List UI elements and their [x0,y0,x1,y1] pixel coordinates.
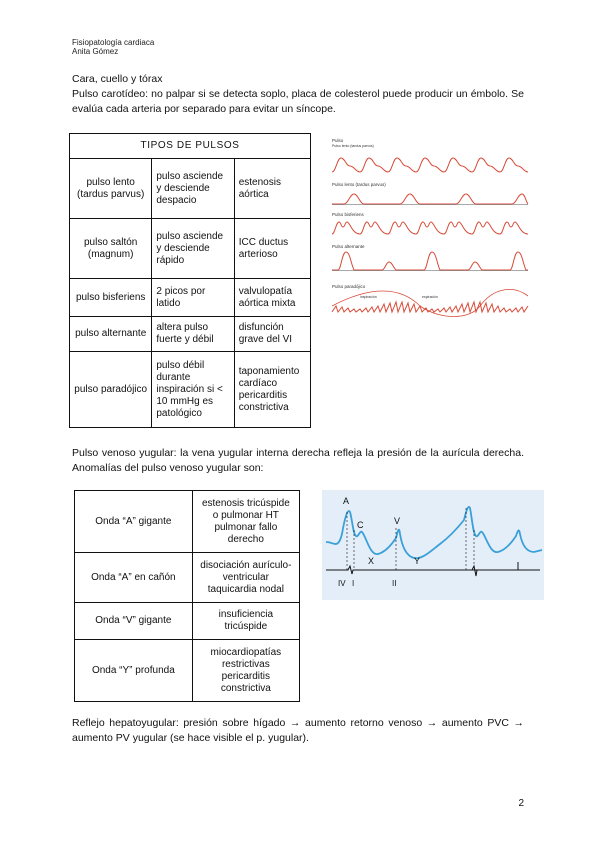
wave-label-v: V [394,516,401,526]
table-row [75,640,300,702]
pulse-type-cell: pulso alternante [70,317,152,352]
pulse-type-cell: pulso bisferiens [70,279,152,317]
hepatojugular-reflex-text: Reflejo hepatoyugular: presión sobre hígado → aumento retorno venoso → aumento PVC → aumento PV yugular (se hace visible el p. yugular). [72,717,524,744]
venous-wave-cell: Onda “A” gigante [75,491,193,553]
figure-background [322,490,544,600]
waveform-label: Pulso bisferiens [332,212,364,217]
pulse-cause-cell: taponamiento cardíaco pericarditis constrictiva [234,352,310,428]
heart-sound-label-iv: IV [338,579,346,588]
pulse-description-cell: pulso asciende y desciende rápido [152,219,234,279]
document-subject: Fisiopatología cardiaca [72,38,155,47]
waveform-label: Pulso alternante [332,244,365,249]
table-row [70,219,311,279]
pulse-cause-cell: estenosis aórtica [234,159,310,219]
table-row [70,317,311,352]
venous-cause-cell: insuficiencia tricúspide [192,603,299,640]
waveform-label: Pulso lento (tardus parvus) [332,182,386,187]
table-row [70,159,311,219]
bisferiens-pulse-wave [332,222,528,234]
waveform-label: Pulso [332,138,344,143]
page-number: 2 [518,798,524,809]
pulse-description-cell: pulso débil durante inspiración si < 10 mmHg es patológico [152,352,234,428]
heart-sound-label-ii: II [392,579,397,588]
venous-anomalies-table [74,490,300,702]
intro-section [72,72,524,117]
alternating-pulse-wave [332,252,528,270]
document-author: Anita Gómez [72,47,119,56]
venous-wave-cell: Onda “A” en cañón [75,553,193,603]
pulse-cause-cell: valvulopatía aórtica mixta [234,279,310,317]
wave-label-c: C [357,520,364,530]
pulse-table-title: TIPOS DE PULSOS [70,134,311,159]
venous-wave-cell: Onda “Y” profunda [75,640,193,702]
wave-label-y: Y [414,556,421,566]
pulse-type-cell: pulso saltón (magnum) [70,219,152,279]
venous-wave-cell: Onda “V” gigante [75,603,193,640]
pulse-description-cell: pulso asciende y desciende despacio [152,159,234,219]
carotid-pulse-text: Pulso carotídeo: no palpar si se detecta soplo, placa de colesterol puede producir un émbolo. Se evalúa cada arteria por separado para evitar un síncope. [72,88,524,115]
pulse-description-cell: 2 picos por latido [152,279,234,317]
table-row [75,603,300,640]
venous-cause-cell: disociación aurículo-ventricular taquicardia nodal [192,553,299,603]
pulse-description-cell: altera pulso fuerte y débil [152,317,234,352]
pulse-cause-cell: disfunción grave del VI [234,317,310,352]
venous-cause-cell: estenosis tricúspide o pulmonar HT pulmonar fallo derecho [192,491,299,553]
jvp-waveform-figure [322,490,544,600]
pulse-waveforms-figure [330,136,530,321]
pulse-cause-cell: ICC ductus arterioso [234,219,310,279]
pulse-type-cell: pulso paradójico [70,352,152,428]
wave-label-a: A [343,496,350,506]
table-row [70,352,311,428]
pulse-type-cell: pulso lento (tardus parvus) [70,159,152,219]
waveform-label: Pulso paradójico [332,284,366,289]
phase-label: inspiración [360,295,377,299]
paradoxical-pulse-wave [332,302,528,312]
slow-pulse-wave [332,194,528,204]
venous-pulse-text: Pulso venoso yugular: la vena yugular interna derecha refleja la presión de la aurícula derecha. Anomalías del pulso venoso yugular son: [72,447,524,474]
normal-pulse-wave [332,158,528,172]
table-row [75,553,300,603]
table-row [75,491,300,553]
venous-cause-cell: miocardiopatías restrictivas pericarditis constrictiva [192,640,299,702]
respiratory-envelope [332,289,528,316]
section-heading: Cara, cuello y tórax [72,73,163,85]
wave-label-x: X [368,556,375,566]
pulse-types-table [69,133,311,428]
heart-sound-label-i: I [352,579,355,588]
table-row [70,279,311,317]
phase-label: espiración [422,295,438,299]
waveform-label: Pulso lento (tardus parvus) [332,144,374,148]
